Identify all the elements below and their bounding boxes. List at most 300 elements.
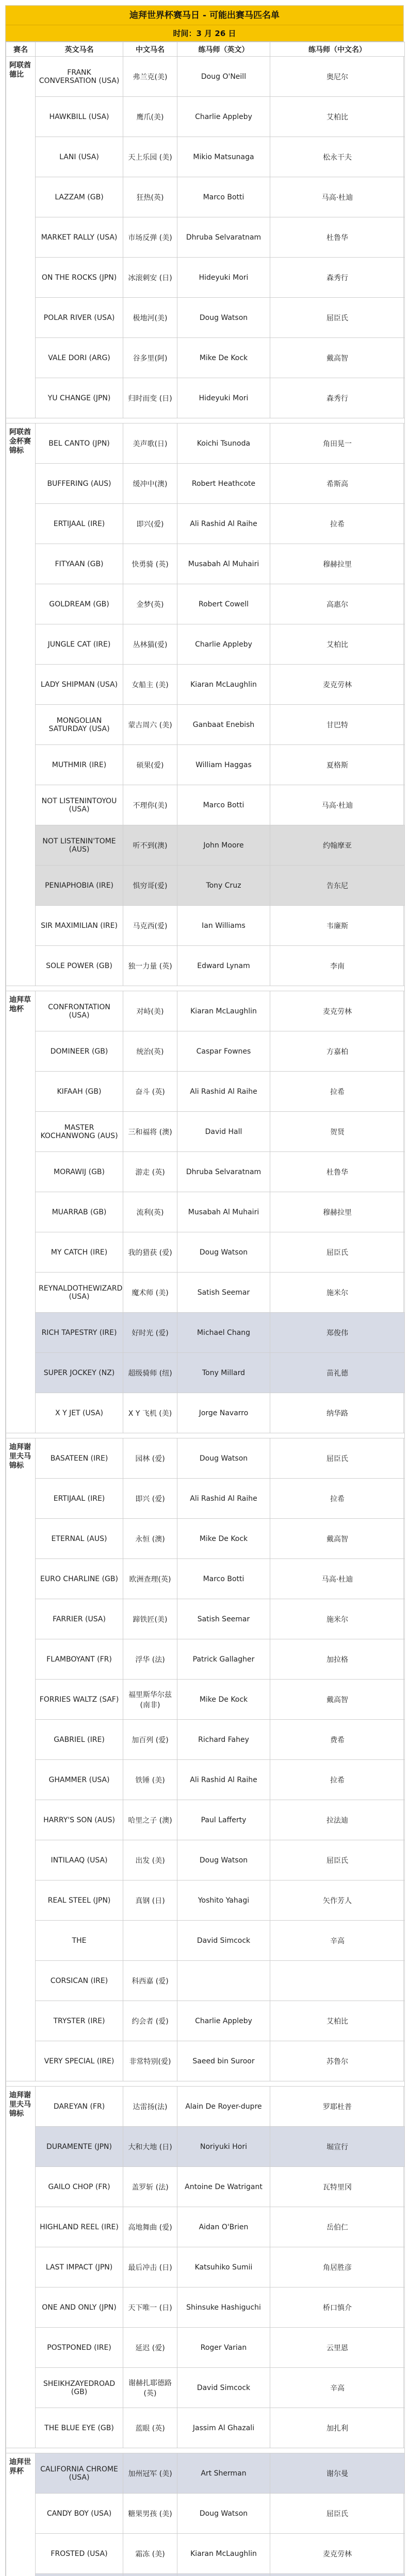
race-name: 阿联酋金杯赛锦标 bbox=[6, 423, 36, 986]
horse-name-cn: 鹰爪(美) bbox=[123, 97, 177, 137]
horse-name-en: ETERNAL (AUS) bbox=[36, 1519, 123, 1559]
trainer-name-cn: 韦廉斯 bbox=[270, 906, 405, 946]
trainer-name-cn: 马高·杜迪 bbox=[270, 177, 405, 217]
trainer-name-en: Ali Rashid Al Raihe bbox=[177, 1760, 270, 1800]
horse-name-cn: 弗兰克(美) bbox=[123, 57, 177, 97]
horse-name-cn: 游走 (英) bbox=[123, 1152, 177, 1192]
trainer-name-en: Charlie Appleby bbox=[177, 624, 270, 665]
trainer-name-en: Marco Botti bbox=[177, 785, 270, 825]
trainer-name-en: Ganbaat Enebish bbox=[177, 705, 270, 745]
horse-name-en: BEL CANTO (JPN) bbox=[36, 423, 123, 464]
horse-name-cn: 不理你(美) bbox=[123, 785, 177, 825]
trainer-name-en: David Simcock bbox=[177, 1921, 270, 1961]
table-row bbox=[6, 1192, 405, 1232]
entries-table bbox=[6, 42, 405, 2576]
horse-name-en: JUNGLE CAT (IRE) bbox=[36, 624, 123, 665]
trainer-name-en: Mike De Kock bbox=[177, 1680, 270, 1720]
trainer-name-cn: 森秀行 bbox=[270, 258, 405, 298]
trainer-name-en: Robert Cowell bbox=[177, 584, 270, 624]
horse-name-en: ON THE ROCKS (JPN) bbox=[36, 258, 123, 298]
trainer-name-en: Jassim Al Ghazali bbox=[177, 2408, 270, 2448]
horse-name-en: MONGOLIAN SATURDAY (USA) bbox=[36, 705, 123, 745]
table-row bbox=[6, 464, 405, 504]
trainer-name-en: Doug Watson bbox=[177, 1840, 270, 1880]
horse-name-cn: 福里斯华尔兹 (南非) bbox=[123, 1680, 177, 1720]
table-row bbox=[6, 745, 405, 785]
horse-name-en: X Y JET (USA) bbox=[36, 1393, 123, 1433]
table-row bbox=[6, 298, 405, 338]
horse-name-cn: 归时而变 (日) bbox=[123, 378, 177, 418]
trainer-name-cn: 马高·杜迪 bbox=[270, 1559, 405, 1599]
table-row bbox=[6, 2408, 405, 2448]
horse-name-en: GAILO CHOP (FR) bbox=[36, 2167, 123, 2207]
horse-name-en: YU CHANGE (JPN) bbox=[36, 378, 123, 418]
table-row bbox=[6, 1438, 405, 1479]
horse-name-en: VALE DORI (ARG) bbox=[36, 338, 123, 378]
table-row bbox=[6, 217, 405, 258]
trainer-name-en: Dhruba Selvaratnam bbox=[177, 1152, 270, 1192]
table-row bbox=[6, 1152, 405, 1192]
trainer-name-cn bbox=[270, 1961, 405, 2001]
trainer-name-cn: 穆赫拉里 bbox=[270, 544, 405, 584]
horse-name-en: MY CATCH (IRE) bbox=[36, 1232, 123, 1273]
horse-name-en: NOT LISTENINTOYOU (USA) bbox=[36, 785, 123, 825]
trainer-name-cn: 穆赫拉里 bbox=[270, 1192, 405, 1232]
trainer-name-en: John Moore bbox=[177, 825, 270, 866]
table-row bbox=[6, 1393, 405, 1433]
trainer-name-cn: 屈臣氏 bbox=[270, 2494, 405, 2534]
trainer-name-cn: 麦克劳林 bbox=[270, 2534, 405, 2574]
horse-name-en: ONE AND ONLY (JPN) bbox=[36, 2287, 123, 2328]
trainer-name-cn: 角居胜彦 bbox=[270, 2247, 405, 2287]
trainer-name-cn: 戴高智 bbox=[270, 1519, 405, 1559]
trainer-name-cn: 拉希 bbox=[270, 1479, 405, 1519]
trainer-name-en: Marco Botti bbox=[177, 1559, 270, 1599]
trainer-name-cn: 戴高智 bbox=[270, 1680, 405, 1720]
table-row bbox=[6, 1599, 405, 1639]
page-frame bbox=[5, 5, 404, 2576]
horse-name-cn: 好时光 (爱) bbox=[123, 1313, 177, 1353]
trainer-name-en: Doug Watson bbox=[177, 1232, 270, 1273]
trainer-name-en: Musabah Al Muhairi bbox=[177, 1192, 270, 1232]
col-horse-en: 英文马名 bbox=[36, 42, 123, 57]
trainer-name-en: Charlie Appleby bbox=[177, 97, 270, 137]
horse-name-cn: 缓冲中(澳) bbox=[123, 464, 177, 504]
trainer-name-en: Mike De Kock bbox=[177, 338, 270, 378]
horse-name-en: LAZZAM (GB) bbox=[36, 177, 123, 217]
horse-name-en bbox=[36, 2574, 123, 2576]
separator-cell bbox=[6, 2081, 405, 2087]
horse-name-cn: 最后冲击 (日) bbox=[123, 2247, 177, 2287]
trainer-name-en: Noriyuki Hori bbox=[177, 2127, 270, 2167]
horse-name-cn bbox=[123, 2574, 177, 2576]
horse-name-en: LADY SHIPMAN (USA) bbox=[36, 665, 123, 705]
horse-name-en: DOMINEER (GB) bbox=[36, 1031, 123, 1072]
table-row bbox=[6, 2087, 405, 2127]
trainer-name-cn: 屈臣氏 bbox=[270, 298, 405, 338]
trainer-name-cn: 戴高智 bbox=[270, 338, 405, 378]
horse-name-en: MUTHMIR (IRE) bbox=[36, 745, 123, 785]
section-separator bbox=[6, 1433, 405, 1438]
horse-name-en: MUARRAB (GB) bbox=[36, 1192, 123, 1232]
table-row bbox=[6, 2574, 405, 2576]
race-name: 迪拜草地杯 bbox=[6, 991, 36, 1433]
trainer-name-en: Patrick Gallagher bbox=[177, 1639, 270, 1680]
horse-name-cn: 三和福将 (澳) bbox=[123, 1112, 177, 1152]
trainer-name-cn: 李南 bbox=[270, 946, 405, 986]
table-row bbox=[6, 2328, 405, 2368]
horse-name-en: PENIAPHOBIA (IRE) bbox=[36, 866, 123, 906]
table-row bbox=[6, 1313, 405, 1353]
horse-name-en: POLAR RIVER (USA) bbox=[36, 298, 123, 338]
table-row bbox=[6, 1639, 405, 1680]
table-row bbox=[6, 423, 405, 464]
col-horse-cn: 中文马名 bbox=[123, 42, 177, 57]
horse-name-cn: 铁锤 (美) bbox=[123, 1760, 177, 1800]
horse-name-en: CANDY BOY (USA) bbox=[36, 2494, 123, 2534]
trainer-name-cn: 拉法迪 bbox=[270, 1800, 405, 1840]
section-separator bbox=[6, 418, 405, 423]
horse-name-cn: 极地河(美) bbox=[123, 298, 177, 338]
table-row bbox=[6, 57, 405, 97]
trainer-name-cn: 施米尔 bbox=[270, 1599, 405, 1639]
trainer-name-en: Michael Chang bbox=[177, 1313, 270, 1353]
trainer-name-en: Ali Rashid Al Raihe bbox=[177, 1479, 270, 1519]
table-row bbox=[6, 258, 405, 298]
horse-name-en: GABRIEL (IRE) bbox=[36, 1720, 123, 1760]
horse-name-en: THE bbox=[36, 1921, 123, 1961]
horse-name-en: SIR MAXIMILIAN (IRE) bbox=[36, 906, 123, 946]
trainer-name-cn: 艾柏比 bbox=[270, 624, 405, 665]
trainer-name-cn: 云里恩 bbox=[270, 2328, 405, 2368]
horse-name-en: MORAWIJ (GB) bbox=[36, 1152, 123, 1192]
race-name: 迪拜世界杯 bbox=[6, 2453, 36, 2576]
table-row bbox=[6, 2207, 405, 2247]
horse-name-en: FORRIES WALTZ (SAF) bbox=[36, 1680, 123, 1720]
table-row bbox=[6, 665, 405, 705]
horse-name-en: HARRY'S SON (AUS) bbox=[36, 1800, 123, 1840]
table-row bbox=[6, 991, 405, 1031]
trainer-name-en: Tony Millard bbox=[177, 1353, 270, 1393]
trainer-name-cn: 纳华路 bbox=[270, 1393, 405, 1433]
trainer-name-cn: 瓦特里冈 bbox=[270, 2167, 405, 2207]
trainer-name-en: Ali Rashid Al Raihe bbox=[177, 504, 270, 544]
horse-name-cn: 独一力量 (英) bbox=[123, 946, 177, 986]
trainer-name-en: Satish Seemar bbox=[177, 1273, 270, 1313]
trainer-name-cn: 郑俊伟 bbox=[270, 1313, 405, 1353]
trainer-name-en: Kiaran McLaughlin bbox=[177, 2534, 270, 2574]
horse-name-cn: 哈里之子 (澳) bbox=[123, 1800, 177, 1840]
horse-name-cn: 惧穷哥(爱) bbox=[123, 866, 177, 906]
horse-name-en: FLAMBOYANT (FR) bbox=[36, 1639, 123, 1680]
horse-name-cn: 加百列 (爱) bbox=[123, 1720, 177, 1760]
page-title: 迪拜世界杯赛马日 - 可能出赛马匹名单 bbox=[6, 6, 403, 25]
horse-name-en: VERY SPECIAL (IRE) bbox=[36, 2041, 123, 2081]
trainer-name-en: Art Sherman bbox=[177, 2453, 270, 2494]
trainer-name-en: Roger Varian bbox=[177, 2328, 270, 2368]
horse-name-en: MASTER KOCHANWONG (AUS) bbox=[36, 1112, 123, 1152]
trainer-name-en: Koichi Tsunoda bbox=[177, 423, 270, 464]
trainer-name-en: Edward Lynam bbox=[177, 946, 270, 986]
col-trainer-en: 练马师（英文） bbox=[177, 42, 270, 57]
trainer-name-cn: 桥口慎介 bbox=[270, 2287, 405, 2328]
trainer-name-cn: 辛高 bbox=[270, 2368, 405, 2408]
trainer-name-en: Satish Seemar bbox=[177, 1599, 270, 1639]
horse-name-cn: 我的猎获 (爱) bbox=[123, 1232, 177, 1273]
horse-name-cn: 蒙古周六 (美) bbox=[123, 705, 177, 745]
horse-name-cn: 冰滚刺安 (日) bbox=[123, 258, 177, 298]
horse-name-cn: 听不到(澳) bbox=[123, 825, 177, 866]
table-row bbox=[6, 785, 405, 825]
table-row bbox=[6, 544, 405, 584]
table-row bbox=[6, 906, 405, 946]
trainer-name-en: Hideyuki Mori bbox=[177, 258, 270, 298]
horse-name-en: NOT LISTENIN'TOME (AUS) bbox=[36, 825, 123, 866]
table-row bbox=[6, 2001, 405, 2041]
horse-name-cn: 魔术师 (美) bbox=[123, 1273, 177, 1313]
table-header-row bbox=[6, 42, 405, 57]
trainer-name-en: Kiaran McLaughlin bbox=[177, 991, 270, 1031]
trainer-name-cn: 告东尼 bbox=[270, 866, 405, 906]
trainer-name-cn: 屈臣氏 bbox=[270, 1840, 405, 1880]
trainer-name-en: Mike De Kock bbox=[177, 1519, 270, 1559]
trainer-name-en: Mikio Matsunaga bbox=[177, 137, 270, 177]
table-row bbox=[6, 2127, 405, 2167]
trainer-name-cn: 角田晃一 bbox=[270, 423, 405, 464]
horse-name-cn: 蓝眼 (英) bbox=[123, 2408, 177, 2448]
horse-name-en: LANI (USA) bbox=[36, 137, 123, 177]
horse-name-en: KIFAAH (GB) bbox=[36, 1072, 123, 1112]
trainer-name-cn: 麦克劳林 bbox=[270, 665, 405, 705]
horse-name-en: FARRIER (USA) bbox=[36, 1599, 123, 1639]
table-row bbox=[6, 1232, 405, 1273]
horse-name-cn: 盖罗斩 (法) bbox=[123, 2167, 177, 2207]
trainer-name-en: David Simcock bbox=[177, 2368, 270, 2408]
horse-name-cn: 超级骑师 (纽) bbox=[123, 1353, 177, 1393]
trainer-name-en: Doug O'Neill bbox=[177, 57, 270, 97]
separator-cell bbox=[6, 2448, 405, 2453]
horse-name-en: SOLE POWER (GB) bbox=[36, 946, 123, 986]
horse-name-cn: 科西嘉 (爱) bbox=[123, 1961, 177, 2001]
trainer-name-cn: 屈臣氏 bbox=[270, 1438, 405, 1479]
table-row bbox=[6, 1720, 405, 1760]
race-name: 迪拜谢里夫马锦标 bbox=[6, 2087, 36, 2448]
horse-name-en: ERTIJAAL (IRE) bbox=[36, 504, 123, 544]
table-row bbox=[6, 1680, 405, 1720]
trainer-name-cn: 方嘉柏 bbox=[270, 1031, 405, 1072]
horse-name-en: HIGHLAND REEL (IRE) bbox=[36, 2207, 123, 2247]
horse-name-cn: 即兴(爱) bbox=[123, 504, 177, 544]
trainer-name-cn: 罗耶杜普 bbox=[270, 2087, 405, 2127]
horse-name-cn: 非常特别(爱) bbox=[123, 2041, 177, 2081]
horse-name-en: INTILAAQ (USA) bbox=[36, 1840, 123, 1880]
trainer-name-en: Doug Watson bbox=[177, 1438, 270, 1479]
trainer-name-en: Hideyuki Mori bbox=[177, 378, 270, 418]
trainer-name-cn: 拉希 bbox=[270, 1760, 405, 1800]
horse-name-cn: 约会者 (爱) bbox=[123, 2001, 177, 2041]
trainer-name-en: Yoshito Yahagi bbox=[177, 1880, 270, 1921]
table-row bbox=[6, 378, 405, 418]
col-race: 赛名 bbox=[6, 42, 36, 57]
horse-name-cn: 马克西(爱) bbox=[123, 906, 177, 946]
horse-name-en: GHAMMER (USA) bbox=[36, 1760, 123, 1800]
trainer-name-cn: 松永干夫 bbox=[270, 137, 405, 177]
table-row bbox=[6, 624, 405, 665]
table-row bbox=[6, 2534, 405, 2574]
table-row bbox=[6, 2494, 405, 2534]
horse-name-cn: 天上乐园 (美) bbox=[123, 137, 177, 177]
table-row bbox=[6, 1760, 405, 1800]
trainer-name-en: Caspar Fownes bbox=[177, 1031, 270, 1072]
trainer-name-cn: 约翰摩亚 bbox=[270, 825, 405, 866]
horse-name-cn: 园林 (爱) bbox=[123, 1438, 177, 1479]
horse-name-en: FITYAAN (GB) bbox=[36, 544, 123, 584]
horse-name-cn: 蹄铁匠(美) bbox=[123, 1599, 177, 1639]
trainer-name-cn: 谢尔曼 bbox=[270, 2453, 405, 2494]
horse-name-en: FROSTED (USA) bbox=[36, 2534, 123, 2574]
horse-name-cn: 美声歌(日) bbox=[123, 423, 177, 464]
trainer-name-cn: 马高·杜迪 bbox=[270, 785, 405, 825]
horse-name-en: RICH TAPESTRY (IRE) bbox=[36, 1313, 123, 1353]
horse-name-cn: 奋斗 (英) bbox=[123, 1072, 177, 1112]
table-row bbox=[6, 2368, 405, 2408]
separator-cell bbox=[6, 1433, 405, 1438]
table-row bbox=[6, 1961, 405, 2001]
trainer-name-en: Kiaran McLaughlin bbox=[177, 665, 270, 705]
trainer-name-en bbox=[177, 2574, 270, 2576]
section-separator bbox=[6, 2448, 405, 2453]
table-row bbox=[6, 2247, 405, 2287]
table-row bbox=[6, 2041, 405, 2081]
horse-name-en: CORSICAN (IRE) bbox=[36, 1961, 123, 2001]
trainer-name-en: Musabah Al Muhairi bbox=[177, 544, 270, 584]
horse-name-cn: 浮华 (法) bbox=[123, 1639, 177, 1680]
horse-name-cn: 丛林猫(爱) bbox=[123, 624, 177, 665]
section-separator bbox=[6, 2081, 405, 2087]
table-row bbox=[6, 866, 405, 906]
horse-name-en: LAST IMPACT (JPN) bbox=[36, 2247, 123, 2287]
trainer-name-cn: 甘巴特 bbox=[270, 705, 405, 745]
trainer-name-en: Tony Cruz bbox=[177, 866, 270, 906]
table-row bbox=[6, 705, 405, 745]
separator-cell bbox=[6, 986, 405, 991]
horse-name-en: GOLDREAM (GB) bbox=[36, 584, 123, 624]
table-row bbox=[6, 1880, 405, 1921]
trainer-name-cn bbox=[270, 2574, 405, 2576]
trainer-name-cn: 屈臣氏 bbox=[270, 1232, 405, 1273]
separator-cell bbox=[6, 418, 405, 423]
trainer-name-en: Doug Watson bbox=[177, 298, 270, 338]
horse-name-en: POSTPONED (IRE) bbox=[36, 2328, 123, 2368]
horse-name-cn: 硕果(爱) bbox=[123, 745, 177, 785]
trainer-name-cn: 艾柏比 bbox=[270, 2001, 405, 2041]
trainer-name-cn: 奥尼尔 bbox=[270, 57, 405, 97]
table-row bbox=[6, 504, 405, 544]
race-name: 迪拜谢里夫马锦标 bbox=[6, 1438, 36, 2081]
trainer-name-en: Paul Lafferty bbox=[177, 1800, 270, 1840]
table-row bbox=[6, 1031, 405, 1072]
horse-name-cn: 欧洲查理(英) bbox=[123, 1559, 177, 1599]
trainer-name-cn: 希斯高 bbox=[270, 464, 405, 504]
trainer-name-cn: 苗礼德 bbox=[270, 1353, 405, 1393]
horse-name-cn: 快勇骑 (英) bbox=[123, 544, 177, 584]
trainer-name-en: Alain De Royer-dupre bbox=[177, 2087, 270, 2127]
horse-name-cn: 高地舞曲 (爱) bbox=[123, 2207, 177, 2247]
horse-name-cn: 流利(英) bbox=[123, 1192, 177, 1232]
horse-name-en: REYNALDOTHEWIZARD (USA) bbox=[36, 1273, 123, 1313]
trainer-name-cn: 拉希 bbox=[270, 504, 405, 544]
horse-name-en: EURO CHARLINE (GB) bbox=[36, 1559, 123, 1599]
horse-name-en: THE BLUE EYE (GB) bbox=[36, 2408, 123, 2448]
horse-name-cn: 延迟 (爱) bbox=[123, 2328, 177, 2368]
trainer-name-cn: 艾柏比 bbox=[270, 97, 405, 137]
trainer-name-cn: 费希 bbox=[270, 1720, 405, 1760]
horse-name-cn: 市场反弹 (美) bbox=[123, 217, 177, 258]
trainer-name-en: Marco Botti bbox=[177, 177, 270, 217]
trainer-name-en: Doug Watson bbox=[177, 2494, 270, 2534]
horse-name-cn: 加州冠军 (美) bbox=[123, 2453, 177, 2494]
table-row bbox=[6, 1559, 405, 1599]
horse-name-en: CALIFORNIA CHROME (USA) bbox=[36, 2453, 123, 2494]
horse-name-cn: 天下唯一 (日) bbox=[123, 2287, 177, 2328]
table-row bbox=[6, 2167, 405, 2207]
horse-name-cn: 狂热(英) bbox=[123, 177, 177, 217]
horse-name-cn: 谷多里(阿) bbox=[123, 338, 177, 378]
race-date: 时间：3 月 26 日 bbox=[6, 25, 403, 42]
horse-name-cn: 糖果男孩 (美) bbox=[123, 2494, 177, 2534]
trainer-name-en: David Hall bbox=[177, 1112, 270, 1152]
horse-name-en: BASATEEN (IRE) bbox=[36, 1438, 123, 1479]
table-row bbox=[6, 2287, 405, 2328]
trainer-name-en: Aidan O'Brien bbox=[177, 2207, 270, 2247]
horse-name-en: HAWKBILL (USA) bbox=[36, 97, 123, 137]
trainer-name-en bbox=[177, 1961, 270, 2001]
horse-name-en: ERTIJAAL (IRE) bbox=[36, 1479, 123, 1519]
trainer-name-cn: 矢作芳人 bbox=[270, 1880, 405, 1921]
trainer-name-en: Jorge Navarro bbox=[177, 1393, 270, 1433]
trainer-name-cn: 苏鲁尔 bbox=[270, 2041, 405, 2081]
table-row bbox=[6, 1519, 405, 1559]
trainer-name-cn: 堀宣行 bbox=[270, 2127, 405, 2167]
trainer-name-cn: 杜鲁华 bbox=[270, 217, 405, 258]
horse-name-en: DAREYAN (FR) bbox=[36, 2087, 123, 2127]
horse-name-cn bbox=[123, 1921, 177, 1961]
race-name: 阿联酋德比 bbox=[6, 57, 36, 418]
table-row bbox=[6, 1800, 405, 1840]
table-row bbox=[6, 825, 405, 866]
horse-name-cn: 大和大地 (日) bbox=[123, 2127, 177, 2167]
horse-name-cn: 达雷扬(法) bbox=[123, 2087, 177, 2127]
trainer-name-en: Ali Rashid Al Raihe bbox=[177, 1072, 270, 1112]
trainer-name-en: Antoine De Watrigant bbox=[177, 2167, 270, 2207]
table-row bbox=[6, 946, 405, 986]
section-separator bbox=[6, 986, 405, 991]
table-row bbox=[6, 1273, 405, 1313]
table-row bbox=[6, 1921, 405, 1961]
col-trainer-cn: 练马师（中文名） bbox=[270, 42, 405, 57]
trainer-name-cn: 夏格斯 bbox=[270, 745, 405, 785]
horse-name-cn: 出发 (美) bbox=[123, 1840, 177, 1880]
table-row bbox=[6, 1840, 405, 1880]
table-body bbox=[6, 57, 405, 2576]
horse-name-en: MARKET RALLY (USA) bbox=[36, 217, 123, 258]
table-row bbox=[6, 1353, 405, 1393]
trainer-name-cn: 岳伯仁 bbox=[270, 2207, 405, 2247]
horse-name-en: TRYSTER (IRE) bbox=[36, 2001, 123, 2041]
trainer-name-en: Dhruba Selvaratnam bbox=[177, 217, 270, 258]
horse-name-cn: 真钢 (日) bbox=[123, 1880, 177, 1921]
table-row bbox=[6, 2453, 405, 2494]
